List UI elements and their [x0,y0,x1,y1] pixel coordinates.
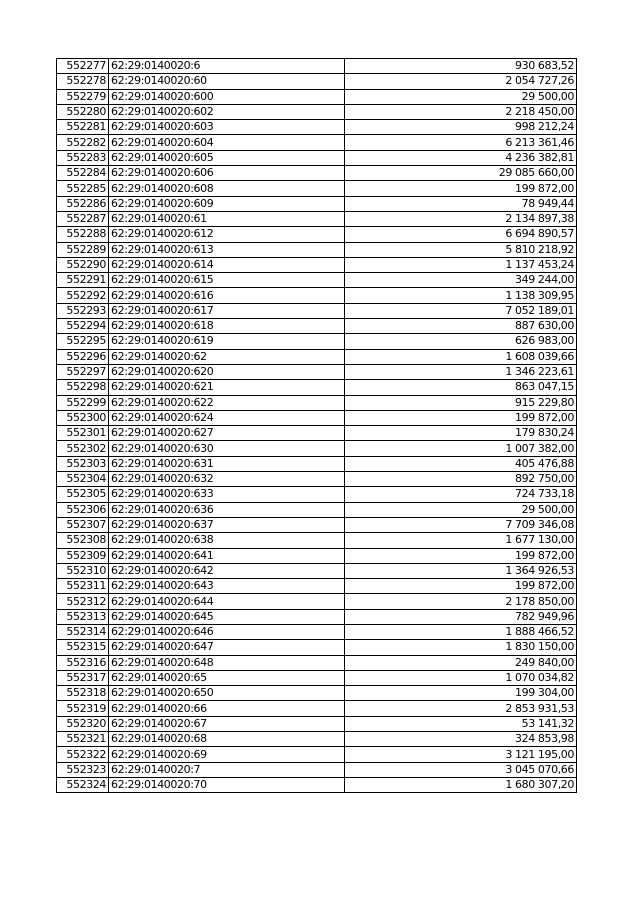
row-number-cell: 552319 [57,701,109,716]
cadastral-number-cell: 62:29:0140020:630 [109,441,345,456]
cadastral-number-cell: 62:29:0140020:647 [109,640,345,655]
table-row [57,777,577,792]
value-cell: 199 872,00 [345,548,577,563]
row-number-cell: 552304 [57,472,109,487]
row-number-cell: 552296 [57,349,109,364]
row-number-cell: 552284 [57,166,109,181]
cadastral-number-cell: 62:29:0140020:67 [109,716,345,731]
row-number-cell: 552320 [57,716,109,731]
value-cell: 1 070 034,82 [345,670,577,685]
row-number-cell: 552313 [57,609,109,624]
value-cell: 7 052 189,01 [345,303,577,318]
row-number-cell: 552291 [57,273,109,288]
row-number-cell: 552312 [57,594,109,609]
table-row [57,166,577,181]
row-number-cell: 552323 [57,762,109,777]
cadastral-number-cell: 62:29:0140020:633 [109,487,345,502]
table-row [57,120,577,135]
table-row [57,104,577,119]
row-number-cell: 552280 [57,104,109,119]
table-row [57,319,577,334]
table-row [57,364,577,379]
table-row [57,655,577,670]
cadastral-number-cell: 62:29:0140020:638 [109,533,345,548]
cadastral-number-cell: 62:29:0140020:60 [109,74,345,89]
cadastral-number-cell: 62:29:0140020:70 [109,777,345,792]
row-number-cell: 552297 [57,364,109,379]
value-cell: 1 137 453,24 [345,257,577,272]
table-row [57,181,577,196]
value-cell: 78 949,44 [345,196,577,211]
value-cell: 1 830 150,00 [345,640,577,655]
cadastral-number-cell: 62:29:0140020:65 [109,670,345,685]
table-row [57,579,577,594]
value-cell: 7 709 346,08 [345,517,577,532]
row-number-cell: 552295 [57,334,109,349]
cadastral-number-cell: 62:29:0140020:614 [109,257,345,272]
table-body [57,59,577,793]
value-cell: 3 045 070,66 [345,762,577,777]
table-row [57,288,577,303]
row-number-cell: 552282 [57,135,109,150]
row-number-cell: 552279 [57,89,109,104]
cadastral-number-cell: 62:29:0140020:636 [109,502,345,517]
cadastral-number-cell: 62:29:0140020:609 [109,196,345,211]
row-number-cell: 552278 [57,74,109,89]
value-cell: 29 500,00 [345,502,577,517]
table-row [57,609,577,624]
cadastral-number-cell: 62:29:0140020:617 [109,303,345,318]
table-row [57,380,577,395]
table-row [57,135,577,150]
row-number-cell: 552293 [57,303,109,318]
cadastral-number-cell: 62:29:0140020:621 [109,380,345,395]
value-cell: 887 630,00 [345,319,577,334]
value-cell: 53 141,32 [345,716,577,731]
value-cell: 349 244,00 [345,273,577,288]
row-number-cell: 552301 [57,426,109,441]
cadastral-number-cell: 62:29:0140020:632 [109,472,345,487]
table-row [57,89,577,104]
value-cell: 2 054 727,26 [345,74,577,89]
value-cell: 1 677 130,00 [345,533,577,548]
value-cell: 4 236 382,81 [345,150,577,165]
value-cell: 324 853,98 [345,732,577,747]
row-number-cell: 552302 [57,441,109,456]
table-row [57,426,577,441]
value-cell: 2 178 850,00 [345,594,577,609]
value-cell: 405 476,88 [345,456,577,471]
value-cell: 2 853 931,53 [345,701,577,716]
row-number-cell: 552303 [57,456,109,471]
table-row [57,196,577,211]
cadastral-number-cell: 62:29:0140020:650 [109,686,345,701]
table-row [57,502,577,517]
value-cell: 930 683,52 [345,59,577,74]
row-number-cell: 552290 [57,257,109,272]
cadastral-number-cell: 62:29:0140020:624 [109,410,345,425]
table-row [57,349,577,364]
cadastral-number-cell: 62:29:0140020:622 [109,395,345,410]
cadastral-number-cell: 62:29:0140020:603 [109,120,345,135]
value-cell: 3 121 195,00 [345,747,577,762]
row-number-cell: 552317 [57,670,109,685]
value-cell: 1 007 382,00 [345,441,577,456]
value-cell: 1 346 223,61 [345,364,577,379]
value-cell: 1 608 039,66 [345,349,577,364]
row-number-cell: 552289 [57,242,109,257]
value-cell: 29 500,00 [345,89,577,104]
table-row [57,732,577,747]
cadastral-number-cell: 62:29:0140020:643 [109,579,345,594]
cadastral-number-cell: 62:29:0140020:620 [109,364,345,379]
table-row [57,211,577,226]
row-number-cell: 552324 [57,777,109,792]
table-row [57,762,577,777]
row-number-cell: 552314 [57,624,109,639]
table-row [57,257,577,272]
value-cell: 1 364 926,53 [345,563,577,578]
row-number-cell: 552310 [57,563,109,578]
cadastral-number-cell: 62:29:0140020:606 [109,166,345,181]
table-row [57,670,577,685]
cadastral-number-cell: 62:29:0140020:618 [109,319,345,334]
row-number-cell: 552288 [57,227,109,242]
table-row [57,747,577,762]
value-cell: 998 212,24 [345,120,577,135]
value-cell: 179 830,24 [345,426,577,441]
cadastral-number-cell: 62:29:0140020:600 [109,89,345,104]
cadastral-number-cell: 62:29:0140020:646 [109,624,345,639]
value-cell: 199 872,00 [345,410,577,425]
table-row [57,701,577,716]
cadastral-number-cell: 62:29:0140020:613 [109,242,345,257]
table-row [57,716,577,731]
cadastral-number-cell: 62:29:0140020:642 [109,563,345,578]
value-cell: 863 047,15 [345,380,577,395]
row-number-cell: 552306 [57,502,109,517]
cadastral-number-cell: 62:29:0140020:615 [109,273,345,288]
cadastral-number-cell: 62:29:0140020:608 [109,181,345,196]
row-number-cell: 552321 [57,732,109,747]
value-cell: 915 229,80 [345,395,577,410]
table-row [57,273,577,288]
row-number-cell: 552307 [57,517,109,532]
row-number-cell: 552311 [57,579,109,594]
table-row [57,395,577,410]
table-row [57,533,577,548]
cadastral-number-cell: 62:29:0140020:7 [109,762,345,777]
value-cell: 199 872,00 [345,579,577,594]
table-row [57,487,577,502]
row-number-cell: 552287 [57,211,109,226]
cadastral-number-cell: 62:29:0140020:627 [109,426,345,441]
table-row [57,441,577,456]
value-cell: 199 304,00 [345,686,577,701]
cadastral-number-cell: 62:29:0140020:637 [109,517,345,532]
cadastral-number-cell: 62:29:0140020:619 [109,334,345,349]
cadastral-value-table [56,58,577,793]
cadastral-number-cell: 62:29:0140020:61 [109,211,345,226]
cadastral-number-cell: 62:29:0140020:6 [109,59,345,74]
table-row [57,74,577,89]
row-number-cell: 552285 [57,181,109,196]
cadastral-number-cell: 62:29:0140020:605 [109,150,345,165]
table-row [57,227,577,242]
cadastral-number-cell: 62:29:0140020:644 [109,594,345,609]
table-row [57,624,577,639]
row-number-cell: 552315 [57,640,109,655]
table-row [57,548,577,563]
row-number-cell: 552277 [57,59,109,74]
value-cell: 1 680 307,20 [345,777,577,792]
table-row [57,472,577,487]
cadastral-number-cell: 62:29:0140020:648 [109,655,345,670]
row-number-cell: 552294 [57,319,109,334]
table-row [57,517,577,532]
table-row [57,334,577,349]
row-number-cell: 552281 [57,120,109,135]
row-number-cell: 552309 [57,548,109,563]
value-cell: 782 949,96 [345,609,577,624]
value-cell: 249 840,00 [345,655,577,670]
cadastral-number-cell: 62:29:0140020:645 [109,609,345,624]
value-cell: 6 213 361,46 [345,135,577,150]
row-number-cell: 552305 [57,487,109,502]
value-cell: 2 218 450,00 [345,104,577,119]
table-row [57,242,577,257]
value-cell: 1 888 466,52 [345,624,577,639]
value-cell: 626 983,00 [345,334,577,349]
value-cell: 892 750,00 [345,472,577,487]
row-number-cell: 552283 [57,150,109,165]
value-cell: 6 694 890,57 [345,227,577,242]
cadastral-number-cell: 62:29:0140020:612 [109,227,345,242]
value-cell: 2 134 897,38 [345,211,577,226]
row-number-cell: 552292 [57,288,109,303]
cadastral-number-cell: 62:29:0140020:616 [109,288,345,303]
cadastral-number-cell: 62:29:0140020:68 [109,732,345,747]
value-cell: 724 733,18 [345,487,577,502]
cadastral-number-cell: 62:29:0140020:604 [109,135,345,150]
table-row [57,59,577,74]
table-row [57,456,577,471]
row-number-cell: 552308 [57,533,109,548]
row-number-cell: 552322 [57,747,109,762]
table-row [57,686,577,701]
table-row [57,594,577,609]
table-row [57,640,577,655]
cadastral-number-cell: 62:29:0140020:66 [109,701,345,716]
row-number-cell: 552300 [57,410,109,425]
table-row [57,150,577,165]
row-number-cell: 552318 [57,686,109,701]
row-number-cell: 552316 [57,655,109,670]
row-number-cell: 552298 [57,380,109,395]
cadastral-number-cell: 62:29:0140020:631 [109,456,345,471]
value-cell: 1 138 309,95 [345,288,577,303]
table-row [57,410,577,425]
row-number-cell: 552299 [57,395,109,410]
value-cell: 199 872,00 [345,181,577,196]
cadastral-number-cell: 62:29:0140020:62 [109,349,345,364]
value-cell: 29 085 660,00 [345,166,577,181]
row-number-cell: 552286 [57,196,109,211]
value-cell: 5 810 218,92 [345,242,577,257]
table-row [57,563,577,578]
cadastral-number-cell: 62:29:0140020:69 [109,747,345,762]
table-row [57,303,577,318]
cadastral-number-cell: 62:29:0140020:641 [109,548,345,563]
cadastral-number-cell: 62:29:0140020:602 [109,104,345,119]
